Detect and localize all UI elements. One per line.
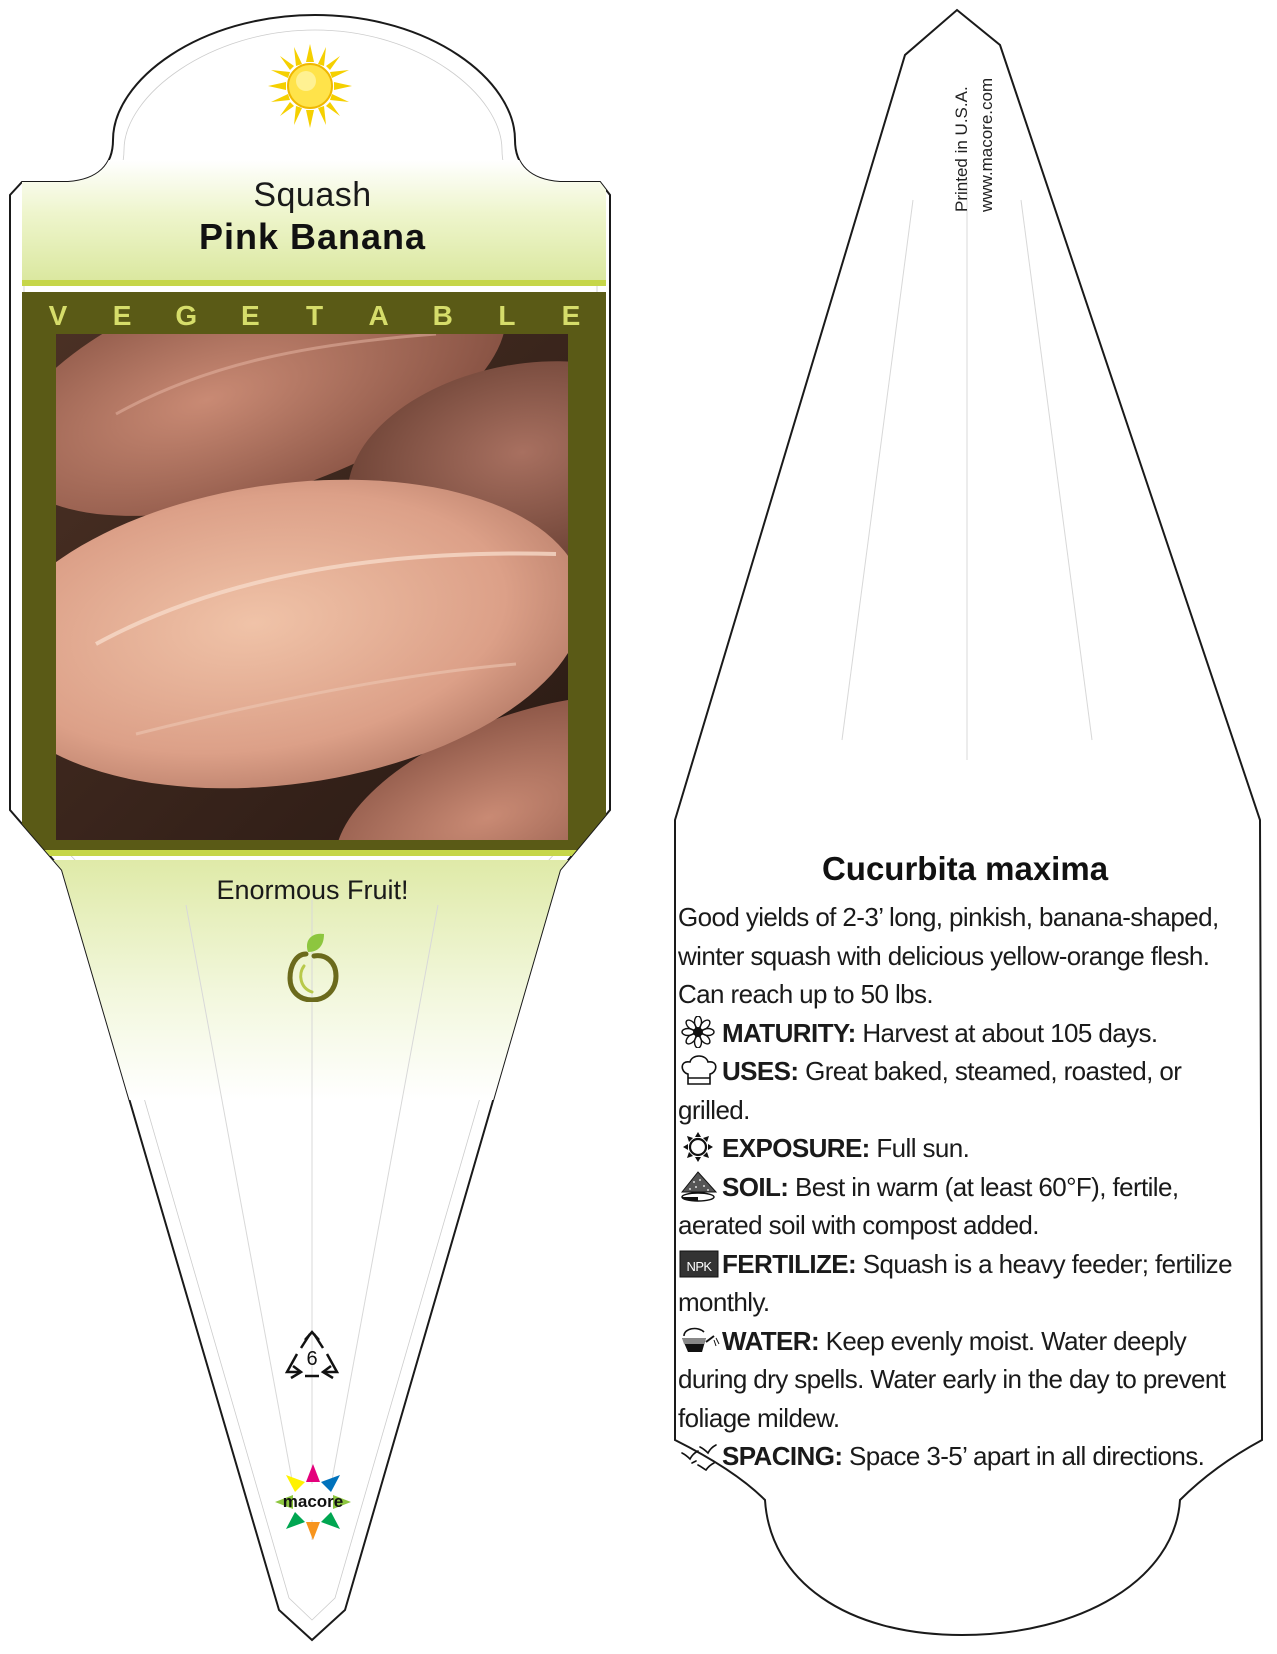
care-label: WATER: [722,1325,820,1356]
sun-icon [268,44,352,128]
category-letter: B [432,300,453,331]
care-label: MATURITY: [722,1017,856,1048]
care-row-fertilize [678,1245,1248,1322]
care-label: SPACING: [722,1441,843,1471]
category-letter: E [241,300,260,331]
care-label: USES: [722,1056,799,1086]
care-row-spacing [678,1437,1248,1476]
care-text: Harvest at about 105 days. [862,1017,1158,1048]
common-name: Squash [253,176,372,214]
soil-icon [678,1170,720,1202]
spacing-icon [678,1439,720,1471]
npk-text: NPK [686,1258,712,1274]
category-letter: T [305,300,324,331]
watering-can-icon [678,1324,720,1356]
care-text: Best in warm (at least 60°F), fertile, aerated soil with compost added. [678,1171,1179,1240]
care-row-soil [678,1168,1248,1245]
maturity-flower-icon [678,1016,720,1048]
category-letter: V [48,300,68,331]
website-label: www.macore.com [977,77,996,212]
category-letter: G [175,300,198,331]
brand-name: macore [282,1492,344,1511]
care-row-water [678,1322,1248,1438]
chef-hat-icon [678,1054,720,1086]
macore-logo-icon [268,1462,358,1542]
category-label [44,298,585,334]
care-row-uses [678,1052,1248,1129]
care-label: EXPOSURE: [722,1133,870,1163]
category-letter: A [368,300,389,331]
npk-icon [678,1247,720,1279]
botanical-name: Cucurbita maxima [821,850,1109,887]
vegetable-icon [284,932,342,1002]
care-label: SOIL: [722,1171,789,1202]
care-text: Full sun. [876,1133,970,1163]
category-letter: E [112,300,132,331]
category-letter: L [498,300,516,331]
variety-name: Pink Banana [198,216,427,257]
care-label: FERTILIZE: [722,1248,857,1279]
squash-photo [56,334,568,840]
sun-exposure-icon [678,1131,720,1163]
recycle-icon [283,1330,341,1382]
care-text: Great baked, steamed, roasted, or grilled. [678,1056,1182,1125]
care-row-maturity [678,1014,1248,1053]
printed-in-label: Printed in U.S.A. [952,86,971,212]
recycle-number: 6 [306,1348,318,1370]
category-letter: E [561,300,581,331]
tagline: Enormous Fruit! [216,875,409,905]
care-info [678,898,1248,1476]
care-text: Squash is a heavy feeder; fertilize monthly. [678,1248,1232,1317]
description: Good yields of 2-3’ long, pinkish, banana-shaped, winter squash with delicious yellow-orange flesh. Can reach up to 50 lbs. [678,902,1219,1009]
care-row-exposure [678,1129,1248,1168]
care-text: Keep evenly moist. Water deeply during dry spells. Water early in the day to prevent foliage mildew. [678,1325,1226,1433]
care-text: Space 3-5’ apart in all directions. [849,1441,1205,1471]
